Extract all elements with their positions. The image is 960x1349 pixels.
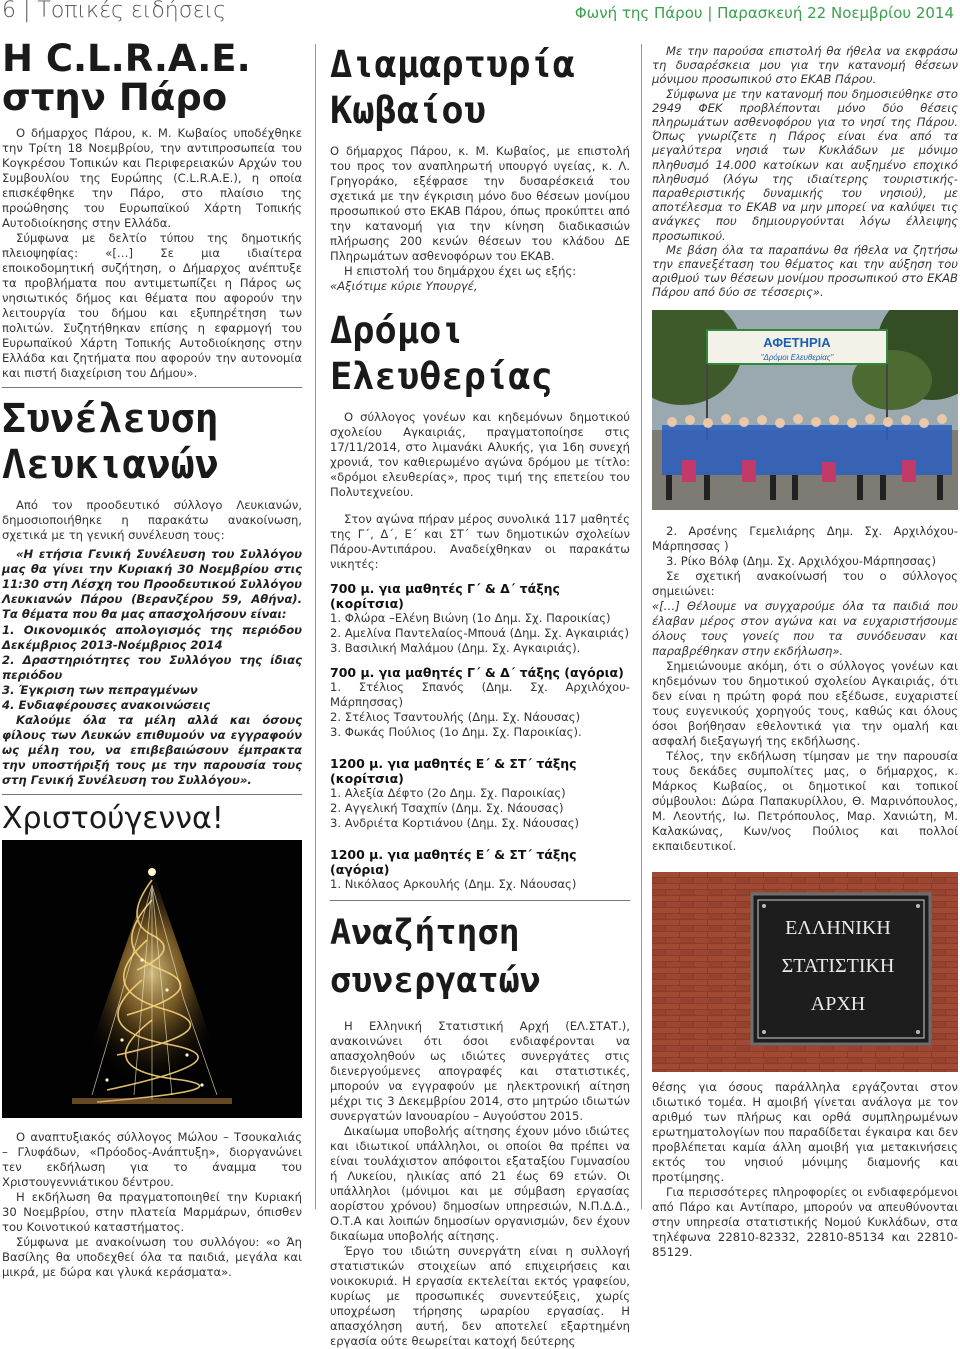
sign-text-line3: ΑΡΧΗ bbox=[810, 992, 866, 1015]
article-paragraph: Ο αναπτυξιακός σύλλογος Μώλου – Τσουκαλιάς – Γλυφάδων, «Πρόοδος-Ανάπτυξη», διοργανώνει τεν εκδήλωση για το άναμμα του Χριστουγεννιάτικου δέντρου. bbox=[2, 1130, 302, 1190]
article-headline: Διαμαρτυρία Κωβαίου bbox=[330, 43, 576, 132]
results-heading: 700 μ. για μαθητές Γ΄ & Δ΄ τάξης (κορίτσια) bbox=[330, 581, 560, 611]
result-item: 3. Βασιλική Μαλάμου (Δημ. Σχ. Αγκαιριάς). bbox=[330, 641, 581, 655]
article-paragraph: Σύμφωνα με την κατανομή που δημοσιεύθηκε στο 2949 ΦΕΚ προβλέπονται μόνο δύο θέσεις πληρωμάτων ασθενοφόρου για το νησί της Πάρου. Όπως γνωρίζετε η Πάρος είναι ένα από τα μεγαλύτερα νησιά των Κυκλάδων με μόνιμο πληθυσμό 14.000 κατοίκων και αυξημένο εποχικό πληθυσμό (λόγω της ιδιαίτερης τουριστικής-παραθεριστικής δυναμικής του νησιού), με αποτέλεσμα το ΕΚΑΒ να μην μπορεί να καλύψει τις ανάγκες που δημιουργούνται λόγω έλλειψης προσωπικού. bbox=[652, 86, 958, 243]
elstat-continuation bbox=[652, 1080, 958, 1260]
article-paragraph: Ο σύλλογος γονέων και κηδεμόνων δημοτικού σχολείου Αγκαιριάς, πραγματοποίησε στις 17/11/2014, στο λιμανάκι Αλυκής, για 16η συνεχή χρονιά, τον καθιερωμένο αγώνα δρόμου με τίτλο: «δρόμοι ελευθερίας», προς τιμή της επετείου του Πολυτεχνείου. bbox=[330, 410, 630, 499]
result-item: 2. Αμελίνα Παντελαίος-Μπουά (Δημ. Σχ. Αγκαιριάς) bbox=[330, 626, 629, 640]
column-3 bbox=[652, 44, 958, 1260]
article-paragraph: Η εκδήλωση θα πραγματοποιηθεί την Κυριακή 30 Νοεμβρίου, στην πλατεία Μαρμάρων, όπισθεν του Κοινοτικού καταστήματος. bbox=[2, 1190, 302, 1235]
article-paragraph: θέσης για όσους παράλληλα εργάζονται στον ιδιωτικό τομέα. Η αμοιβή γίνεται ανάλογα με τον αριθμό των πλήρως και ορθά συμπληρωμένων ερωτηματολογίων που παραδίδεται έγκαιρα και δεν προβλέπεται καμία άλλη αμοιβή για μετακινήσεις εκτός του νησιού μόνιμης διαμονής και προτίμησης. bbox=[652, 1079, 958, 1184]
sign-text-line2: ΣΤΑΤΙΣΤΙΚΗ bbox=[781, 954, 895, 977]
results-heading: 1200 μ. για μαθητές Ε΄ & ΣΤ΄ τάξης (αγόρια) bbox=[330, 847, 577, 877]
article-paragraph: Στον αγώνα πήραν μέρος συνολικά 117 μαθητές της Γ΄, Δ΄, Ε΄ και ΣΤ΄ των δημοτικών σχολείων Πάρου-Αντιπάρου. Αναδείχθηκαν οι παρακάτω νικητές: bbox=[330, 512, 630, 571]
christmas-tree-photo bbox=[2, 840, 302, 1118]
agenda-item: 2. Δραστηριότητες του Συλλόγου της ίδιας περιόδου bbox=[2, 652, 302, 682]
result-item: 1. Φλώρα –Ελένη Βιώνη (1ο Δημ. Σχ. Παροικίας) bbox=[330, 611, 611, 625]
result-item: 3. Ανδριέτα Κορτιάνου (Δημ. Σχ. Νάουσας) bbox=[330, 816, 580, 830]
banner-start-text: ΑΦΕΤΗΡΙΑ bbox=[763, 334, 831, 350]
race-start-image bbox=[652, 310, 958, 510]
result-item: 3. Ρίκο Βόλφ (Δημ. Σχ. Αρχιλόχου-Μάρπησσας) bbox=[666, 553, 937, 568]
article-headline: Αναζήτηση συνεργατών bbox=[330, 913, 541, 1001]
result-item: 1. Νικόλαος Αρκουλής (Δημ. Σχ. Νάουσας) bbox=[330, 877, 577, 891]
sign-text-line1: ΕΛΛΗΝΙΚΗ bbox=[785, 916, 891, 939]
result-item: 2. Αγγελική Τσαχπίν (Δημ. Σχ. Νάουσας) bbox=[330, 801, 564, 815]
results-heading: 700 μ. για μαθητές Γ΄ & Δ΄ τάξης (αγόρια) bbox=[330, 665, 624, 680]
article-christmas bbox=[2, 800, 303, 1281]
article-clrae bbox=[2, 37, 302, 381]
article-paragraph: Για περισσότερες πληροφορίες οι ενδιαφερόμενοι από Πάρο και Αντίπαρο, μπορούν να απευθύνονται στην υπηρεσία στατιστικής Νομού Κυκλάδων, στα τηλέφωνα 22810-82332, 22810-85134 και 22810-85129. bbox=[652, 1184, 958, 1259]
agenda-item: 3. Έγκριση των πεπραγμένων bbox=[2, 682, 198, 697]
result-item: 1. Αλεξία Δέφτο (2ο Δημ. Σχ. Παροικίας) bbox=[330, 786, 566, 800]
article-paragraph: Ο δήμαρχος Πάρου, κ. Μ. Κωβαίος, με επιστολή του προς τον αναπληρωτή υπουργό υγείας, κ. Λ. Γρηγοράκο, εξέφρασε την δυσαρέσκειά του σχετικά με την έγκρισιη μόνο δυο θέσεων μονίμου προσωπικού στο ΕΚΑΒ Πάρου, όπως προκύπτει από την κατανομή για την κίνηση διαδικασιών πλήρωσης 200 κενών θέσεων του κλάδου ΔΕ Πληρωμάτων ασθενοφόρων του ΕΚΑΒ. bbox=[330, 144, 630, 263]
result-item: 2. Αρσένης Γεμελιάρης Δημ. Σχ. Αρχιλόχου- Μάρπησσας ) bbox=[652, 523, 958, 553]
article-paragraph: Ο δήμαρχος Πάρου, κ. Μ. Κωβαίος υποδέχθηκε την Τρίτη 18 Νοεμβρίου, την αντιπροσωπεία του Κογκρέσου Τοπικών και Περιφερειακών Αρχών του Συμβουλίου της Ευρώπης (C.L.R.A.E.), η οποία επισκέφθηκε την Πάρο, στο πλαίσιο της προώθησης του Ευρωπαϊκού Χάρτη Τοπικής Αυτοδιοίκησης στην Ελλάδα. bbox=[2, 125, 302, 230]
article-paragraph: Τέλος, την εκδήλωση τίμησαν με την παρουσία τους δεκάδες συμπολίτες μας, ο δήμαρχος, κ. Μάρκος Κωβαίος, οι δημοτικοί και τοπικοί σύμβουλοι: Δώρα Παπακυρίλλου, Θ. Μαρινόπουλος, Μ. Λεοντής, Ιω. Πετρόπουλος, Μαρ. Χανιώτη, Μ. Καλακώνας, Κων/νος Πούλιος και πολλοί εκπαιδευτικοί. bbox=[652, 748, 958, 853]
article-paragraph: Η Ελληνική Στατιστική Αρχή (ΕΛ.ΣΤΑΤ.), ανακοινώνει ότι όσοι ενδιαφέρονται να απασχοληθούν ως ιδιώτες συνεργάτες στις διενεργούμενες απογραφές και στατιστικές, μπορούν να εγγραφούν με ηλεκτρονική αίτηση μέχρι τις 3 Δεκεμβρίου 2014, στο μητρώο ιδιωτών συνεργατών Ιανουαρίου – Αυγούστου 2015. bbox=[330, 1019, 630, 1123]
agenda-item: 1. Οικονομικός απολογισμός της περιόδου Δεκέμβριος 2013-Νοέμβριος 2014 bbox=[2, 622, 302, 652]
article-paragraph: Σημειώνουμε ακόμη, ότι ο σύλλογος γονέων και κηδεμόνων του δημοτικού σχολείου Αγκαιριάς, ότι δεν είναι η πρώτη φορά που εξέδωσε, ευχαριστεί τους ευγενικούς χορηγούς τους, καθώς και όλους όσοι βοήθησαν εθελοντικά για την ομαλή και ασφαλή διεξαγωγή της εκδήλωσης. bbox=[652, 658, 958, 748]
result-item: 1. Στέλιος Σπανός (Δημ. Σχ. Αρχιλόχου-Μάρπησσας) bbox=[330, 680, 630, 709]
letter-continuation bbox=[652, 44, 958, 300]
article-paragraph: Με βάση όλα τα παραπάνω θα ήθελα να ζητήσω την επανεξέταση του θέματος και την αύξηση του αριθμού των θέσεων μονίμου προσωπικού στο ΕΚΑΒ Πάρου από δύο σε τέσσερις». bbox=[652, 242, 958, 300]
article-paragraph: «Η ετήσια Γενική Συνέλευση του Συλλόγου μας θα γίνει την Κυριακή 30 Νοεμβρίου στις 11:30 στη Λέσχη του Προοδευτικού Συλλόγου Λευκιανών Πάρου (Βερανζέρου 59, Αθήνα). Τα θέματα που θα μας απασχολήσουν είναι: bbox=[2, 546, 302, 621]
article-paragraph: «Αξιότιμε κύριε Υπουργέ, bbox=[330, 279, 478, 293]
article-headline: Χριστούγεννα! bbox=[2, 800, 224, 836]
column-2 bbox=[330, 40, 630, 1349]
article-elstat-collaborators bbox=[330, 909, 630, 1349]
article-kovaios-protest bbox=[330, 42, 630, 294]
christmas-tree-image bbox=[2, 840, 302, 1118]
column-1 bbox=[2, 37, 303, 1280]
article-headline: Η C.L.R.A.E. στην Πάρο bbox=[2, 37, 251, 119]
article-paragraph: Έργο του ιδιώτη συνεργάτη είναι η συλλογή στατιστικών στοιχείων από επιχειρήσεις και νοικοκυριά. Η εργασία εκτελείται εκτός γραφείου, κυρίως με προσωπικές συνεντεύξεις, χωρίς υποχρέωση τήρησης ωραρίου εργασίας. Η απασχόληση αυτή, δεν αποτελεί εξαρτημένη εργασία ούτε θεωρείται κατοχή δεύτερης bbox=[330, 1244, 630, 1348]
article-paragraph: Δικαίωμα υποβολής αίτησης έχουν μόνο ιδιώτες και ιδιωτικοί υπάλληλοι, οι οποίοι θα πρέπει να είναι τουλάχιστον απόφοιτοι εξαταξίου Γυμνασίου ή Λυκείου, ηλικίας από 21 έως 69 ετών. Οι υπάλληλοι (μόνιμοι και με σύμβαση εργασίας αορίστου χρόνου) δημοσίων υπηρεσιών, Ν.Π.Δ.Δ., Ο.Τ.Α και λοιπών δημοσίων οργανισμών, δεν έχουν δικαίωμα υποβολής αίτησης. bbox=[330, 1124, 630, 1243]
column-divider bbox=[315, 44, 316, 1209]
article-headline: Δρόμοι Ελευθερίας bbox=[330, 309, 553, 398]
race-start-photo bbox=[652, 310, 958, 510]
result-item: 2. Στέλιος Τσαντουλής (Δημ. Σχ. Νάουσας) bbox=[330, 710, 581, 724]
article-separator bbox=[2, 794, 302, 795]
article-paragraph: Από τον προοδευτικό σύλλογο Λευκιανών, δημοσιοποιήθηκε η παρακάτω ανακοίνωση, σχετικά με τη γενική συνέλευση τους: bbox=[2, 497, 302, 542]
page-section-label: 6 | Τοπικές ειδήσεις bbox=[2, 0, 226, 23]
article-paragraph: Η επιστολή του δημάρχου έχει ως εξής: bbox=[344, 264, 577, 278]
article-paragraph: «[…] Θέλουμε να συγχαρούμε όλα τα παιδιά που έλαβαν μέρος στον αγώνα και να ευχαριστήσουμε όλους τους γονείς που τα συνόδευσαν και παραβρέθηκαν στην εκδήλωση». bbox=[652, 598, 958, 658]
column-divider bbox=[641, 44, 642, 1209]
running-header bbox=[0, 0, 960, 32]
article-paragraph: Σε σχετική ανακοίνωσή του ο σύλλογος σημειώνει: bbox=[652, 568, 958, 598]
results-heading: 1200 μ. για μαθητές Ε΄ & ΣΤ΄ τάξης (κορίτσια) bbox=[330, 756, 577, 786]
race-results-continuation bbox=[652, 524, 958, 854]
elstat-sign-photo bbox=[652, 872, 958, 1072]
article-paragraph: Σύμφωνα με ανακοίνωση του συλλόγου: «ο Άη Βασίλης θα υποδεχθεί όλα τα παιδιά, μεγάλα και μικρά, με δώρα και γλυκά κεράσματα». bbox=[2, 1235, 303, 1280]
article-separator bbox=[2, 387, 302, 388]
result-item: 3. Φωκάς Πούλιος (1ο Δημ. Σχ. Παροικίας). bbox=[330, 725, 582, 739]
article-lefkes-assembly bbox=[2, 396, 302, 788]
banner-subtitle-text: "Δρόμοι Ελευθερίας" bbox=[760, 352, 834, 362]
elstat-sign-image bbox=[652, 872, 958, 1072]
agenda-item: 4. Ενδιαφέρουσες ανακοινώσεις bbox=[2, 697, 211, 712]
article-separator bbox=[330, 900, 630, 901]
article-paragraph: Με την παρούσα επιστολή θα ήθελα να εκφράσω τη δυσαρέσκεια μου για την κατανομή θέσεων μόνιμου προσωπικού στο ΕΚΑΒ Πάρου. bbox=[652, 44, 958, 87]
article-paragraph: Καλούμε όλα τα μέλη αλλά και όσους φίλους των Λευκών επιθυμούν να εγγραφούν ως μέλη του, να επιβεβαιώσουν έμπρακτα την υποστήριξή τους με την παρουσία τους στη Γενική Συνέλευση του Συλλόγου». bbox=[2, 712, 302, 787]
publication-dateline: Φωνή της Πάρου | Παρασκευή 22 Νοεμβρίου 2014 bbox=[574, 4, 954, 22]
article-freedom-roads bbox=[330, 308, 630, 892]
article-paragraph: Σύμφωνα με δελτίο τύπου της δημοτικής πλειοψηφίας: «[…] Σε μια ιδιαίτερα εποικοδομητική συζήτηση, ο Δήμαρχος ανέπτυξε τα προβλήματα που αντιμετωπίζει η Πάρος ως νησιωτικός δήμος και θέματα που αφορούν την λειτουργία του δήμου και εξυπηρέτηση των πολιτών. Συζητήθηκαν επίσης η εφαρμογή του Ευρωπαϊκού Χάρτη Τοπικής Αυτοδιοίκησης στην Ελλάδα και ζητήματα που αφορούν την αυτονομία και πιστή διαχείριση του Δήμου». bbox=[2, 230, 302, 380]
article-headline: Συνέλευση Λευκιανών bbox=[2, 395, 219, 488]
